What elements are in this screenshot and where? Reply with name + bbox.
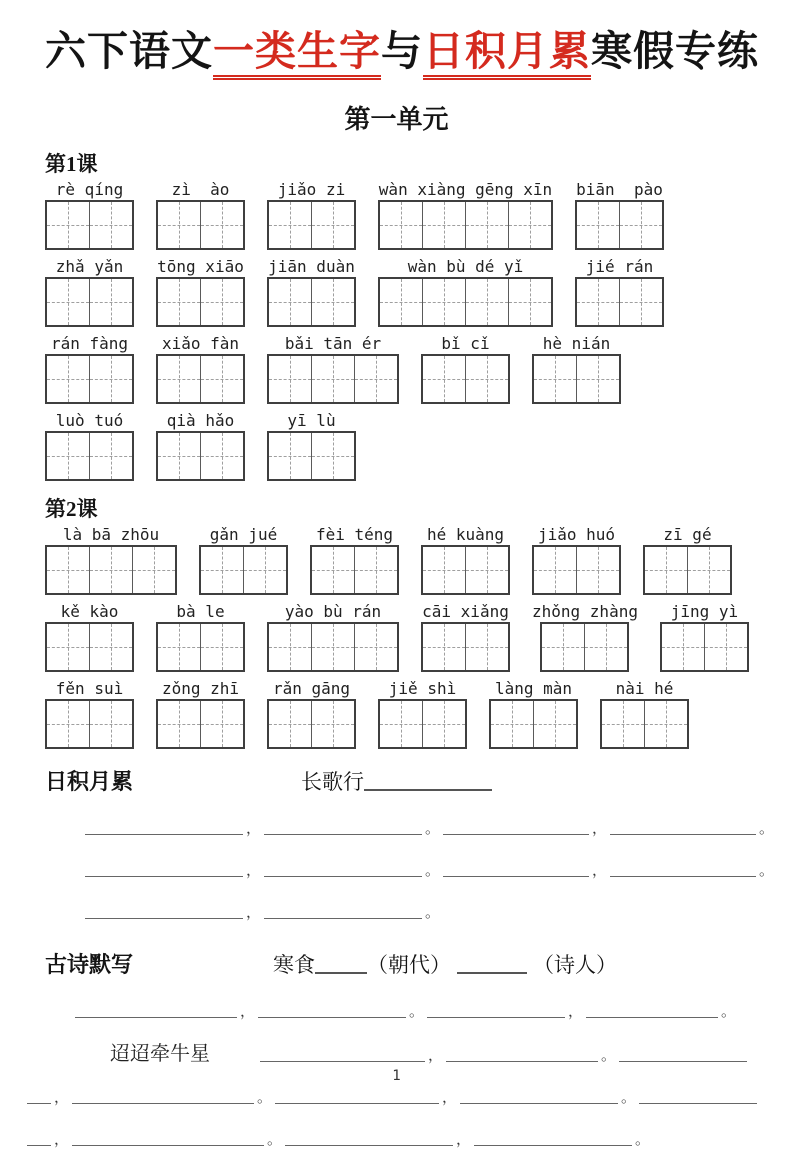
pinyin-label: zī gé [663,525,712,545]
word-group [575,180,664,250]
writing-grid [532,545,621,595]
grid-cell [423,356,466,402]
poem-title-blank [364,773,492,791]
grid-cell [466,279,509,325]
pinyin-label: rè qíng [55,180,124,200]
word-group [156,180,245,250]
punctuation: ， [442,1090,458,1107]
grid-cell [47,279,90,325]
grid-cell [355,624,397,670]
grid-cell [312,547,355,593]
writing-grid [156,622,245,672]
pinyin-label: wàn xiàng gēng xīn [378,180,553,200]
grid-cell [577,279,620,325]
pinyin-label: luò tuó [55,411,124,431]
punctuation: ， [240,1004,256,1021]
pinyin-label: bǎi tān ér [284,334,382,354]
grid-row [45,180,748,250]
word-group [156,602,245,672]
word-group [575,257,664,327]
pinyin-label: qià hǎo [166,411,235,431]
word-group [378,679,467,749]
page-title [45,26,759,77]
answer-blank [427,1003,565,1018]
pinyin-label: biān pào [576,180,663,200]
answer-blank [610,862,756,877]
punctuation: ， [428,1048,444,1065]
grid-cell [158,202,201,248]
grid-cell [312,624,355,670]
writing-grid [45,431,134,481]
answer-blank [460,1089,618,1104]
title-highlight-rijiyuelei: 日积月累 [423,28,591,80]
grid-cell [90,624,132,670]
answer-blank [72,1089,254,1104]
word-group [267,411,356,481]
riji-section-label: 日积月累 [45,769,134,795]
word-group [489,679,578,749]
fill-line [85,904,748,922]
fill-line [27,1131,748,1149]
writing-grid [267,699,356,749]
grid-cell [534,701,576,747]
word-group [45,525,177,595]
gushi-section-head [45,948,748,979]
word-group [156,679,245,749]
poem-label-tiaotiao: 迢迢牵牛星 [110,1043,210,1066]
pinyin-label: kě kào [60,602,119,622]
grid-cell [269,433,312,479]
pinyin-label: jié rán [585,257,654,277]
punctuation: 。 [759,821,775,838]
pinyin-label: cāi xiǎng [422,602,509,622]
word-group [156,411,245,481]
grid-cell [423,547,466,593]
punctuation: ， [456,1132,472,1149]
grid-cell [201,701,243,747]
writing-grid [378,699,467,749]
word-group [45,411,134,481]
writing-grid [156,277,245,327]
writing-grid [421,354,510,404]
pinyin-label: zì ào [171,180,230,200]
answer-blank [586,1003,718,1018]
grid-cell [688,547,730,593]
writing-grid [267,431,356,481]
writing-grid [378,277,553,327]
writing-grid [45,277,134,327]
grid-cell [380,202,423,248]
pinyin-label: fèi téng [315,525,394,545]
grid-cell [201,202,243,248]
grid-cell [312,279,354,325]
writing-grid [267,277,356,327]
punctuation: 。 [267,1132,283,1149]
page-number: 1 [392,1068,401,1084]
grid-cell [602,701,645,747]
grid-cell [509,202,551,248]
grid-cell [380,701,423,747]
grid-cell [90,356,132,402]
writing-grid [310,545,399,595]
pinyin-label: zǒng zhī [161,679,240,699]
grid-cell [620,279,662,325]
punctuation: 。 [721,1004,737,1021]
lesson-1-heading: 第1课 [45,152,98,177]
answer-blank [85,904,243,919]
grid-cell [90,279,132,325]
punctuation: 。 [409,1004,425,1021]
answer-blank [258,1003,406,1018]
fill-line [27,1089,748,1107]
grid-cell [158,624,201,670]
word-group [421,334,510,404]
answer-blank [260,1047,425,1062]
grid-cell [705,624,747,670]
word-group [267,257,356,327]
answer-blank [443,862,589,877]
grid-cell [312,701,354,747]
answer-blank [285,1131,453,1146]
writing-grid [600,699,689,749]
grid-cell [542,624,585,670]
punctuation: ， [54,1090,70,1107]
grid-cell [645,701,687,747]
word-group [532,334,621,404]
answer-blank [27,1089,51,1104]
grid-cell [466,624,508,670]
writing-grid [575,277,664,327]
answer-blank [610,820,756,835]
hanshi-title-text: 寒食 [273,953,316,978]
punctuation: 。 [621,1090,637,1107]
grid-row [45,257,748,327]
grid-cell [577,202,620,248]
word-group [267,602,399,672]
punctuation: 。 [759,863,775,880]
word-group [156,334,245,404]
title-highlight-shengzi: 一类生字 [213,28,381,80]
grid-cell [201,279,243,325]
answer-blank [619,1047,747,1062]
word-group [600,679,689,749]
hanshi-note-dynasty: （朝代） [367,953,452,978]
writing-grid [45,200,134,250]
grid-cell [577,547,619,593]
pinyin-label: zhǎ yǎn [55,257,124,277]
pinyin-label: hé kuàng [426,525,505,545]
writing-grid [267,200,356,250]
writing-grid [532,354,621,404]
word-group [267,679,356,749]
writing-grid [660,622,749,672]
word-group [532,525,621,595]
grid-row [45,679,748,749]
lessons [45,148,748,749]
grid-cell [201,356,243,402]
fill-line [85,820,775,838]
grid-cell [423,202,466,248]
punctuation: ， [568,1004,584,1021]
grid-cell [312,433,354,479]
grid-cell [466,202,509,248]
writing-grid [45,699,134,749]
word-group [532,602,638,672]
hanshi-title-line [273,949,617,979]
answer-blank [85,862,243,877]
answer-blank [27,1131,51,1146]
lesson-1 [45,148,748,481]
hanshi-blank-dynasty [315,956,367,974]
riji-section-head [45,765,748,796]
answer-blank [446,1047,598,1062]
poem-title-text: 长歌行 [301,770,365,795]
grid-cell [269,202,312,248]
word-group [45,679,134,749]
gushi-section-label: 古诗默写 [45,952,134,978]
grid-row [45,334,748,404]
grid-cell [645,547,688,593]
grid-cell [201,433,243,479]
riji-lines [45,820,775,922]
writing-grid [421,622,510,672]
grid-cell [201,624,243,670]
punctuation: ， [246,905,262,922]
pinyin-label: yī lù [287,411,336,431]
punctuation: 。 [425,905,441,922]
answer-blank [264,862,422,877]
writing-grid [45,622,134,672]
grid-cell [90,433,132,479]
punctuation: 。 [635,1132,651,1149]
answer-blank [264,820,422,835]
pinyin-label: jiǎo huó [537,525,616,545]
pinyin-label: gǎn jué [209,525,278,545]
grid-cell [158,279,201,325]
grid-cell [158,433,201,479]
punctuation: ， [54,1132,70,1149]
grid-cell [509,279,551,325]
answer-blank [474,1131,632,1146]
answer-blank [264,904,422,919]
grid-cell [534,356,577,402]
answer-blank [85,820,243,835]
pinyin-label: là bā zhōu [62,525,160,545]
grid-row [45,411,748,481]
grid-cell [90,701,132,747]
word-group [267,334,399,404]
writing-grid [156,354,245,404]
grid-cell [158,701,201,747]
answer-blank [275,1089,439,1104]
title-part-1: 六下语文 [45,28,213,74]
grid-cell [244,547,286,593]
fill-line [75,1003,748,1021]
pinyin-label: zhǒng zhàng [532,602,638,622]
grid-cell [466,547,508,593]
grid-cell [423,624,466,670]
writing-grid [267,354,399,404]
answer-blank [443,820,589,835]
hanshi-note-poet: （诗人） [533,953,618,978]
grid-cell [90,202,132,248]
word-group [45,602,134,672]
grid-cell [269,279,312,325]
word-group [643,525,732,595]
word-group [421,525,510,595]
pinyin-label: bà le [176,602,225,622]
grid-cell [312,356,355,402]
writing-grid [45,545,177,595]
writing-grid [378,200,553,250]
writing-grid [421,545,510,595]
grid-row [45,525,748,595]
word-group [45,180,134,250]
word-group [156,257,245,327]
word-group [378,180,553,250]
grid-cell [47,701,90,747]
word-group [421,602,510,672]
pinyin-label: fěn suì [55,679,124,699]
pinyin-label: xiǎo fàn [161,334,240,354]
grid-cell [380,279,423,325]
pinyin-label: rán fàng [50,334,129,354]
pinyin-label: làng màn [494,679,573,699]
writing-grid [489,699,578,749]
grid-cell [466,356,508,402]
grid-cell [47,624,90,670]
grid-cell [355,547,397,593]
writing-grid [575,200,664,250]
grid-cell [201,547,244,593]
grid-cell [47,356,90,402]
pinyin-label: nài hé [615,679,674,699]
grid-cell [47,202,90,248]
punctuation: ， [592,863,608,880]
grid-cell [47,433,90,479]
unit-title: 第一单元 [344,104,449,135]
pinyin-label: jiě shì [388,679,457,699]
lesson-2-heading: 第2课 [45,497,98,522]
answer-blank [639,1089,757,1104]
grid-cell [269,356,312,402]
pinyin-label: hè nián [542,334,611,354]
grid-cell [158,356,201,402]
word-group [45,257,134,327]
answer-blank [75,1003,237,1018]
writing-grid [267,622,399,672]
pinyin-label: jiān duàn [268,257,355,277]
punctuation: 。 [601,1048,617,1065]
writing-grid [156,200,245,250]
punctuation: 。 [425,821,441,838]
writing-grid [156,699,245,749]
grid-cell [269,701,312,747]
pinyin-label: wàn bù dé yǐ [407,257,524,277]
grid-cell [355,356,397,402]
grid-cell [491,701,534,747]
word-group [378,257,553,327]
grid-cell [534,547,577,593]
poem-title-changgexing [301,766,492,796]
writing-grid [643,545,732,595]
pinyin-label: yào bù rán [284,602,382,622]
grid-cell [47,547,90,593]
punctuation: ， [246,863,262,880]
grid-cell [133,547,175,593]
writing-grid [199,545,288,595]
punctuation: ， [246,821,262,838]
writing-grid [156,431,245,481]
grid-cell [423,701,465,747]
lesson-2 [45,493,748,749]
fill-line [110,1045,748,1065]
fill-line [85,862,775,880]
word-group [660,602,749,672]
punctuation: 。 [257,1090,273,1107]
writing-grid [540,622,629,672]
grid-cell [423,279,466,325]
pinyin-label: jiǎo zi [277,180,346,200]
word-group [199,525,288,595]
punctuation: ， [592,821,608,838]
pinyin-label: rǎn gāng [272,679,351,699]
word-group [267,180,356,250]
word-group [310,525,399,595]
grid-cell [90,547,133,593]
title-part-3: 寒假专练 [591,28,759,74]
writing-grid [45,354,134,404]
pinyin-label: bǐ cǐ [441,334,490,354]
title-part-2: 与 [381,28,423,74]
pinyin-label: tōng xiāo [157,257,244,277]
grid-cell [585,624,627,670]
grid-cell [662,624,705,670]
grid-cell [269,624,312,670]
grid-cell [312,202,354,248]
pinyin-label: jīng yì [670,602,739,622]
grid-cell [620,202,662,248]
punctuation: 。 [425,863,441,880]
grid-cell [577,356,619,402]
grid-row [45,602,748,672]
answer-blank [72,1131,264,1146]
hanshi-blank-poet [457,956,527,974]
word-group [45,334,134,404]
